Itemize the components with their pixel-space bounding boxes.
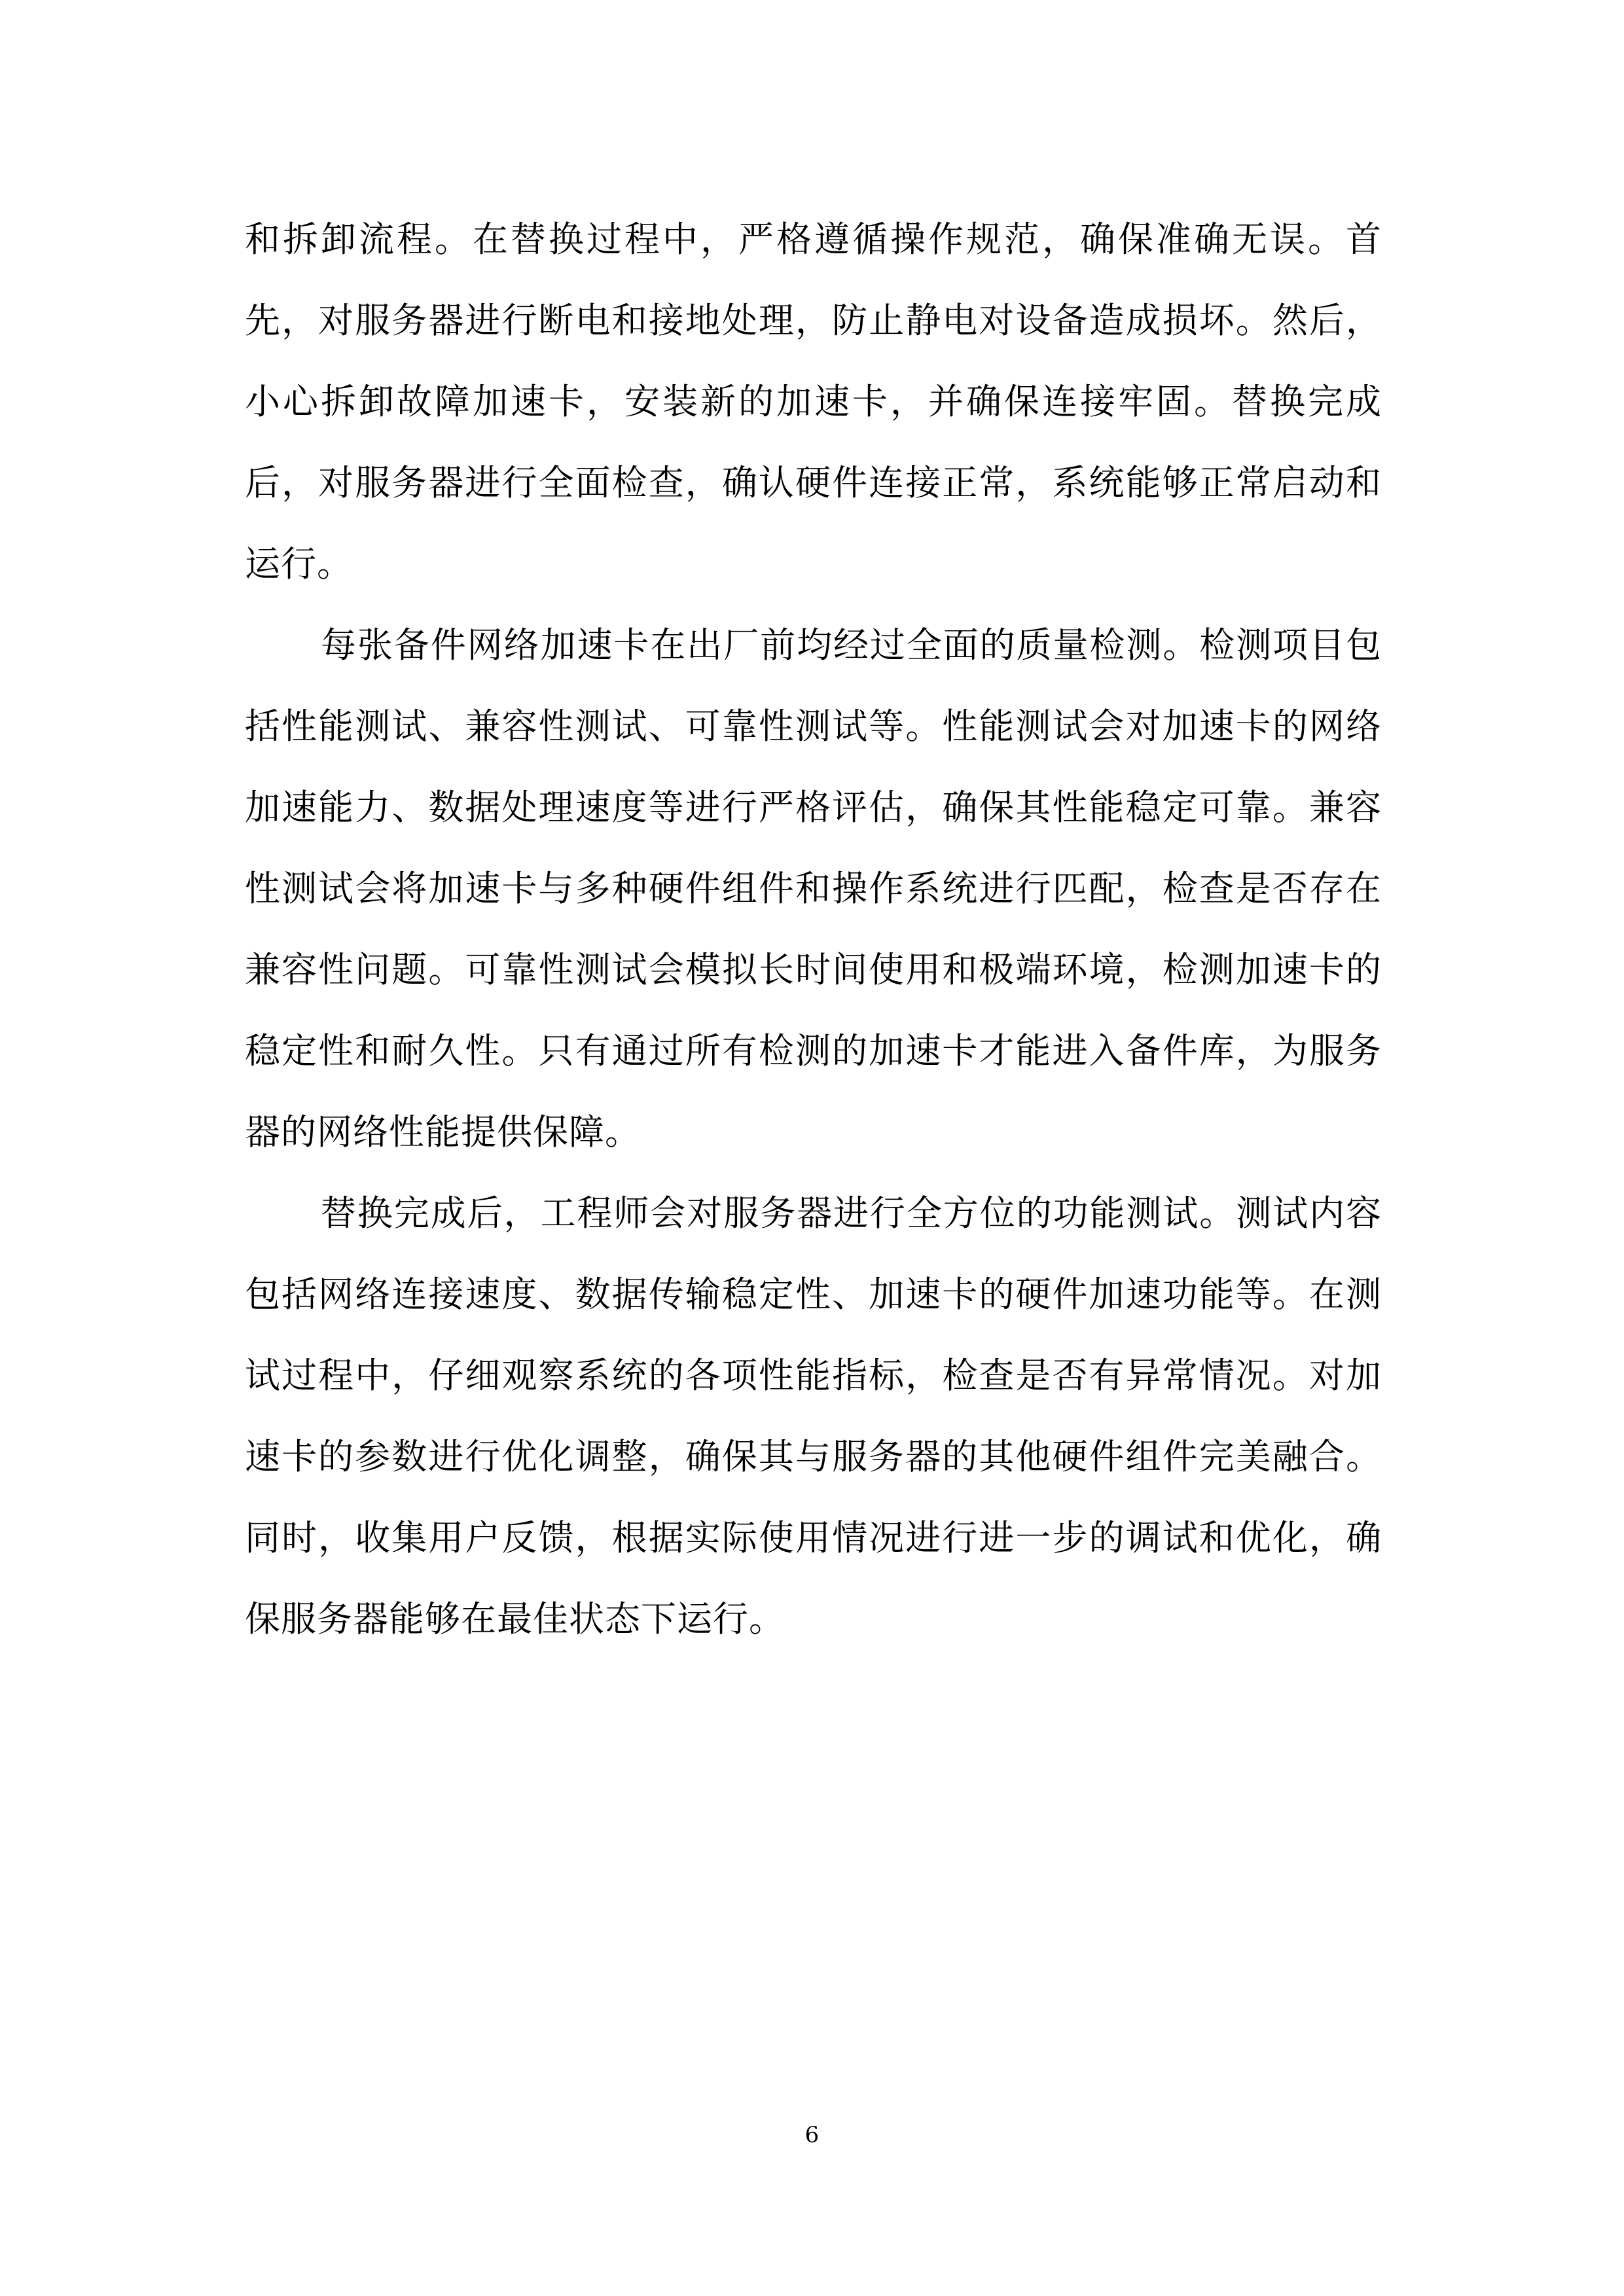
paragraph-1: 和拆卸流程。在替换过程中，严格遵循操作规范，确保准确无误。首先，对服务器进行断电和接地处理，防止静电对设备造成损坏。然后，小心拆卸故障加速卡，安装新的加速卡，并确保连接牢固。替换完成后，对服务器进行全面检查，确认硬件连接正常，系统能够正常启动和运行。 (245, 219, 1382, 584)
body-text (245, 199, 1382, 1660)
paragraph-3: 替换完成后，工程师会对服务器进行全方位的功能测试。测试内容包括网络连接速度、数据传输稳定性、加速卡的硬件加速功能等。在测试过程中，仔细观察系统的各项性能指标，检查是否有异常情况。对加速卡的参数进行优化调整，确保其与服务器的其他硬件组件完美融合。同时，收集用户反馈，根据实际使用情况进行进一步的调试和优化，确保服务器能够在最佳状态下运行。 (245, 1193, 1382, 1640)
page-number: 6 (804, 2122, 820, 2148)
paragraph-2: 每张备件网络加速卡在出厂前均经过全面的质量检测。检测项目包括性能测试、兼容性测试、可靠性测试等。性能测试会对加速卡的网络加速能力、数据处理速度等进行严格评估，确保其性能稳定可靠。兼容性测试会将加速卡与多种硬件组件和操作系统进行匹配，检查是否存在兼容性问题。可靠性测试会模拟长时间使用和极端环境，检测加速卡的稳定性和耐久性。只有通过所有检测的加速卡才能进入备件库，为服务器的网络性能提供保障。 (245, 624, 1382, 1153)
